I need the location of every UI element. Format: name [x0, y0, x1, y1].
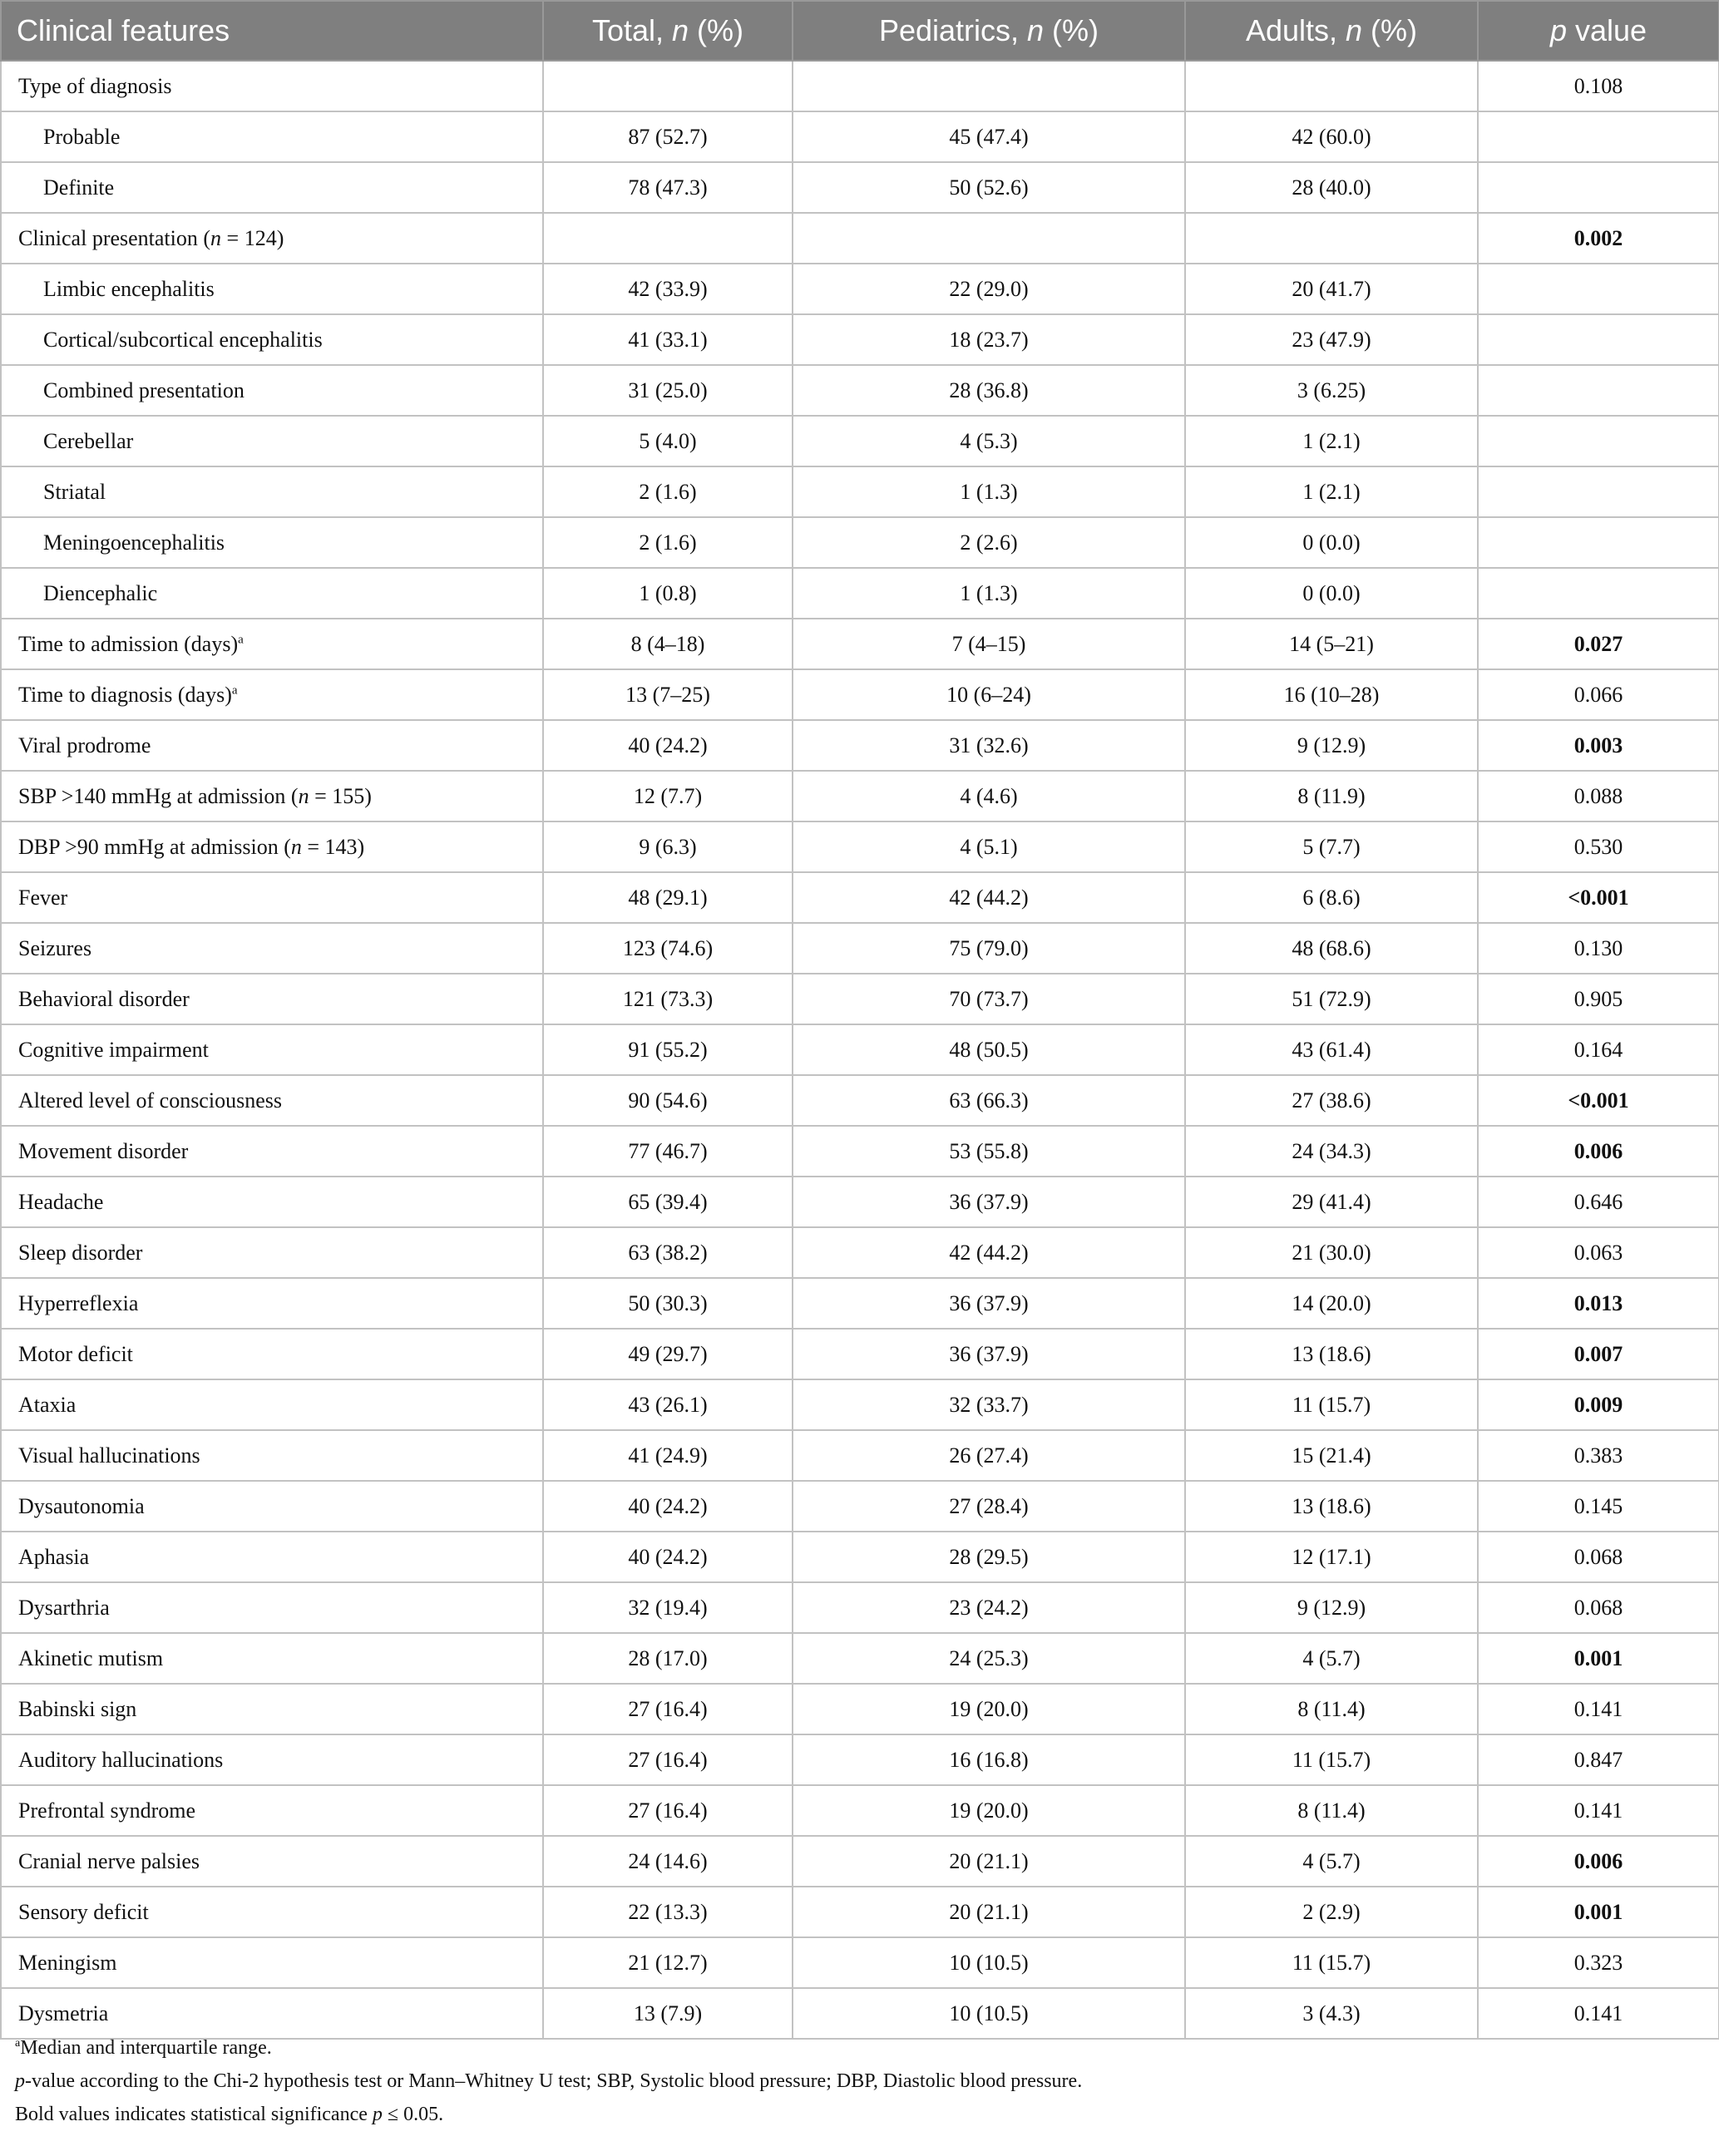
row-label: Sensory deficit — [1, 1887, 543, 1937]
cell-p-value: 0.383 — [1478, 1430, 1719, 1481]
cell-pediatrics — [793, 213, 1185, 264]
cell-adults: 21 (30.0) — [1185, 1227, 1478, 1278]
cell-total: 41 (33.1) — [543, 314, 793, 365]
cell-p-value: 0.001 — [1478, 1633, 1719, 1684]
cell-p-value: 0.068 — [1478, 1582, 1719, 1633]
cell-adults: 28 (40.0) — [1185, 162, 1478, 213]
table-row — [1, 1937, 1719, 1988]
row-label: Probable — [1, 111, 543, 162]
header-row — [1, 1, 1719, 61]
row-label: Prefrontal syndrome — [1, 1785, 543, 1836]
table-row — [1, 872, 1719, 923]
row-label: SBP >140 mmHg at admission (n = 155) — [1, 771, 543, 821]
cell-total: 65 (39.4) — [543, 1177, 793, 1227]
footnote-p-value: p-value according to the Chi-2 hypothesis test or Mann–Whitney U test; SBP, Systolic blood pressure; DBP, Diastolic blood pressure. — [15, 2070, 1083, 2092]
cell-total: 32 (19.4) — [543, 1582, 793, 1633]
cell-pediatrics: 10 (10.5) — [793, 1937, 1185, 1988]
row-label: Time to diagnosis (days)$^a$ — [1, 669, 543, 720]
cell-total: 31 (25.0) — [543, 365, 793, 416]
cell-p-value: 0.066 — [1478, 669, 1719, 720]
table-row — [1, 923, 1719, 974]
cell-pediatrics: 4 (4.6) — [793, 771, 1185, 821]
cell-p-value: 0.003 — [1478, 720, 1719, 771]
header-p-value: p value — [1478, 1, 1719, 61]
cell-p-value: 0.013 — [1478, 1278, 1719, 1329]
cell-pediatrics — [793, 61, 1185, 111]
cell-adults: 13 (18.6) — [1185, 1481, 1478, 1532]
cell-adults: 9 (12.9) — [1185, 1582, 1478, 1633]
cell-p-value — [1478, 365, 1719, 416]
row-label: Meningoencephalitis — [1, 517, 543, 568]
cell-p-value: 0.006 — [1478, 1126, 1719, 1177]
cell-total: 123 (74.6) — [543, 923, 793, 974]
cell-p-value: 0.130 — [1478, 923, 1719, 974]
row-label: Cranial nerve palsies — [1, 1836, 543, 1887]
cell-total: 50 (30.3) — [543, 1278, 793, 1329]
table-header — [1, 1, 1719, 61]
cell-total: 87 (52.7) — [543, 111, 793, 162]
cell-total: 8 (4–18) — [543, 619, 793, 669]
cell-adults: 1 (2.1) — [1185, 466, 1478, 517]
cell-pediatrics: 63 (66.3) — [793, 1075, 1185, 1126]
cell-pediatrics: 32 (33.7) — [793, 1379, 1185, 1430]
cell-p-value: 0.002 — [1478, 213, 1719, 264]
cell-pediatrics: 20 (21.1) — [793, 1836, 1185, 1887]
table-row — [1, 1633, 1719, 1684]
cell-adults: 14 (20.0) — [1185, 1278, 1478, 1329]
header-adults: Adults, n (%) — [1185, 1, 1478, 61]
cell-p-value — [1478, 568, 1719, 619]
row-label: Cognitive impairment — [1, 1024, 543, 1075]
row-label: Movement disorder — [1, 1126, 543, 1177]
cell-total: 121 (73.3) — [543, 974, 793, 1024]
cell-total: 63 (38.2) — [543, 1227, 793, 1278]
cell-total: 43 (26.1) — [543, 1379, 793, 1430]
cell-p-value — [1478, 264, 1719, 314]
cell-total: 48 (29.1) — [543, 872, 793, 923]
row-label: Clinical presentation (n = 124) — [1, 213, 543, 264]
cell-pediatrics: 42 (44.2) — [793, 1227, 1185, 1278]
table-row — [1, 1582, 1719, 1633]
table-row — [1, 1734, 1719, 1785]
cell-total — [543, 61, 793, 111]
cell-total: 13 (7.9) — [543, 1988, 793, 2039]
cell-p-value: 0.088 — [1478, 771, 1719, 821]
table-row — [1, 1329, 1719, 1379]
table-row — [1, 1684, 1719, 1734]
cell-pediatrics: 36 (37.9) — [793, 1278, 1185, 1329]
cell-adults: 4 (5.7) — [1185, 1633, 1478, 1684]
cell-adults: 9 (12.9) — [1185, 720, 1478, 771]
cell-total: 49 (29.7) — [543, 1329, 793, 1379]
cell-adults: 0 (0.0) — [1185, 517, 1478, 568]
cell-pediatrics: 19 (20.0) — [793, 1785, 1185, 1836]
cell-p-value: 0.108 — [1478, 61, 1719, 111]
row-label: Definite — [1, 162, 543, 213]
cell-adults — [1185, 213, 1478, 264]
table-row — [1, 517, 1719, 568]
cell-pediatrics: 20 (21.1) — [793, 1887, 1185, 1937]
cell-p-value: 0.905 — [1478, 974, 1719, 1024]
cell-pediatrics: 53 (55.8) — [793, 1126, 1185, 1177]
table-row — [1, 111, 1719, 162]
cell-adults: 15 (21.4) — [1185, 1430, 1478, 1481]
cell-total: 78 (47.3) — [543, 162, 793, 213]
table-row — [1, 213, 1719, 264]
table-row — [1, 1379, 1719, 1430]
cell-p-value: 0.009 — [1478, 1379, 1719, 1430]
table-row — [1, 1227, 1719, 1278]
cell-pediatrics: 10 (6–24) — [793, 669, 1185, 720]
row-label: Hyperreflexia — [1, 1278, 543, 1329]
table-row — [1, 1126, 1719, 1177]
cell-adults: 20 (41.7) — [1185, 264, 1478, 314]
cell-pediatrics: 7 (4–15) — [793, 619, 1185, 669]
cell-pediatrics: 27 (28.4) — [793, 1481, 1185, 1532]
cell-adults: 16 (10–28) — [1185, 669, 1478, 720]
cell-p-value: 0.145 — [1478, 1481, 1719, 1532]
cell-pediatrics: 50 (52.6) — [793, 162, 1185, 213]
cell-pediatrics: 19 (20.0) — [793, 1684, 1185, 1734]
row-label: Type of diagnosis — [1, 61, 543, 111]
row-label: Cortical/subcortical encephalitis — [1, 314, 543, 365]
cell-adults: 24 (34.3) — [1185, 1126, 1478, 1177]
cell-pediatrics: 4 (5.1) — [793, 821, 1185, 872]
cell-total: 27 (16.4) — [543, 1785, 793, 1836]
cell-p-value: <0.001 — [1478, 1075, 1719, 1126]
cell-adults: 6 (8.6) — [1185, 872, 1478, 923]
table-footnotes — [15, 2031, 1703, 2131]
cell-p-value — [1478, 416, 1719, 466]
table-row — [1, 1481, 1719, 1532]
cell-p-value — [1478, 162, 1719, 213]
table-row — [1, 1024, 1719, 1075]
cell-pediatrics: 45 (47.4) — [793, 111, 1185, 162]
cell-p-value: 0.006 — [1478, 1836, 1719, 1887]
cell-p-value: 0.141 — [1478, 1785, 1719, 1836]
table-row — [1, 771, 1719, 821]
cell-pediatrics: 1 (1.3) — [793, 466, 1185, 517]
cell-pediatrics: 22 (29.0) — [793, 264, 1185, 314]
cell-adults: 4 (5.7) — [1185, 1836, 1478, 1887]
row-label: Visual hallucinations — [1, 1430, 543, 1481]
cell-pediatrics: 75 (79.0) — [793, 923, 1185, 974]
cell-adults: 42 (60.0) — [1185, 111, 1478, 162]
cell-total: 13 (7–25) — [543, 669, 793, 720]
cell-pediatrics: 42 (44.2) — [793, 872, 1185, 923]
table-row — [1, 61, 1719, 111]
cell-total: 40 (24.2) — [543, 720, 793, 771]
cell-adults: 11 (15.7) — [1185, 1379, 1478, 1430]
cell-total: 24 (14.6) — [543, 1836, 793, 1887]
cell-p-value: 0.068 — [1478, 1532, 1719, 1582]
row-label: Babinski sign — [1, 1684, 543, 1734]
cell-total: 2 (1.6) — [543, 466, 793, 517]
row-label: Striatal — [1, 466, 543, 517]
cell-adults: 29 (41.4) — [1185, 1177, 1478, 1227]
cell-adults: 8 (11.4) — [1185, 1785, 1478, 1836]
cell-p-value — [1478, 466, 1719, 517]
cell-total — [543, 213, 793, 264]
cell-total: 40 (24.2) — [543, 1532, 793, 1582]
cell-p-value: 0.027 — [1478, 619, 1719, 669]
table-row — [1, 1430, 1719, 1481]
row-label: Ataxia — [1, 1379, 543, 1430]
cell-total: 12 (7.7) — [543, 771, 793, 821]
cell-p-value: 0.646 — [1478, 1177, 1719, 1227]
cell-pediatrics: 18 (23.7) — [793, 314, 1185, 365]
cell-pediatrics: 28 (29.5) — [793, 1532, 1185, 1582]
cell-adults: 13 (18.6) — [1185, 1329, 1478, 1379]
cell-total: 22 (13.3) — [543, 1887, 793, 1937]
row-label: Akinetic mutism — [1, 1633, 543, 1684]
footnote-a: $^a$Median and interquartile range. — [15, 2037, 272, 2059]
cell-p-value: 0.530 — [1478, 821, 1719, 872]
cell-adults: 8 (11.4) — [1185, 1684, 1478, 1734]
table-row — [1, 1532, 1719, 1582]
header-pediatrics: Pediatrics, n (%) — [793, 1, 1185, 61]
table-row — [1, 619, 1719, 669]
table-row — [1, 821, 1719, 872]
cell-p-value — [1478, 517, 1719, 568]
row-label: Dysarthria — [1, 1582, 543, 1633]
table-row — [1, 314, 1719, 365]
cell-total: 21 (12.7) — [543, 1937, 793, 1988]
table-row — [1, 1075, 1719, 1126]
table-row — [1, 416, 1719, 466]
cell-pediatrics: 16 (16.8) — [793, 1734, 1185, 1785]
header-clinical-features: Clinical features — [1, 1, 543, 61]
cell-pediatrics: 70 (73.7) — [793, 974, 1185, 1024]
cell-pediatrics: 26 (27.4) — [793, 1430, 1185, 1481]
cell-adults: 5 (7.7) — [1185, 821, 1478, 872]
cell-adults: 2 (2.9) — [1185, 1887, 1478, 1937]
table-row — [1, 264, 1719, 314]
cell-p-value: 0.164 — [1478, 1024, 1719, 1075]
cell-adults: 51 (72.9) — [1185, 974, 1478, 1024]
cell-total: 5 (4.0) — [543, 416, 793, 466]
row-label: Viral prodrome — [1, 720, 543, 771]
cell-pediatrics: 36 (37.9) — [793, 1177, 1185, 1227]
cell-p-value: 0.141 — [1478, 1684, 1719, 1734]
cell-pediatrics: 4 (5.3) — [793, 416, 1185, 466]
row-label: Headache — [1, 1177, 543, 1227]
cell-total: 41 (24.9) — [543, 1430, 793, 1481]
table-body — [1, 61, 1719, 2039]
row-label: Auditory hallucinations — [1, 1734, 543, 1785]
cell-total: 1 (0.8) — [543, 568, 793, 619]
row-label: Diencephalic — [1, 568, 543, 619]
cell-adults: 14 (5–21) — [1185, 619, 1478, 669]
cell-pediatrics: 28 (36.8) — [793, 365, 1185, 416]
cell-adults: 8 (11.9) — [1185, 771, 1478, 821]
row-label: Aphasia — [1, 1532, 543, 1582]
cell-adults: 3 (4.3) — [1185, 1988, 1478, 2039]
cell-pediatrics: 2 (2.6) — [793, 517, 1185, 568]
row-label: Dysmetria — [1, 1988, 543, 2039]
cell-p-value — [1478, 314, 1719, 365]
cell-p-value: 0.001 — [1478, 1887, 1719, 1937]
table-row — [1, 466, 1719, 517]
cell-adults: 12 (17.1) — [1185, 1532, 1478, 1582]
cell-adults: 11 (15.7) — [1185, 1937, 1478, 1988]
table-row — [1, 365, 1719, 416]
row-label: Seizures — [1, 923, 543, 974]
cell-pediatrics: 10 (10.5) — [793, 1988, 1185, 2039]
cell-total: 77 (46.7) — [543, 1126, 793, 1177]
row-label: Cerebellar — [1, 416, 543, 466]
cell-adults: 43 (61.4) — [1185, 1024, 1478, 1075]
cell-total: 40 (24.2) — [543, 1481, 793, 1532]
cell-total: 28 (17.0) — [543, 1633, 793, 1684]
cell-total: 2 (1.6) — [543, 517, 793, 568]
table-row — [1, 162, 1719, 213]
cell-adults: 23 (47.9) — [1185, 314, 1478, 365]
cell-adults: 3 (6.25) — [1185, 365, 1478, 416]
cell-adults: 1 (2.1) — [1185, 416, 1478, 466]
cell-total: 90 (54.6) — [543, 1075, 793, 1126]
row-label: Fever — [1, 872, 543, 923]
cell-pediatrics: 1 (1.3) — [793, 568, 1185, 619]
row-label: Behavioral disorder — [1, 974, 543, 1024]
row-label: Combined presentation — [1, 365, 543, 416]
cell-total: 91 (55.2) — [543, 1024, 793, 1075]
cell-p-value: 0.063 — [1478, 1227, 1719, 1278]
cell-pediatrics: 36 (37.9) — [793, 1329, 1185, 1379]
cell-adults: 0 (0.0) — [1185, 568, 1478, 619]
row-label: Time to admission (days)$^a$ — [1, 619, 543, 669]
cell-total: 27 (16.4) — [543, 1734, 793, 1785]
table-row — [1, 720, 1719, 771]
table-row — [1, 568, 1719, 619]
table-row — [1, 1836, 1719, 1887]
cell-p-value: 0.323 — [1478, 1937, 1719, 1988]
cell-total: 42 (33.9) — [543, 264, 793, 314]
cell-pediatrics: 31 (32.6) — [793, 720, 1185, 771]
cell-adults: 48 (68.6) — [1185, 923, 1478, 974]
cell-p-value: 0.007 — [1478, 1329, 1719, 1379]
cell-total: 27 (16.4) — [543, 1684, 793, 1734]
cell-pediatrics: 23 (24.2) — [793, 1582, 1185, 1633]
cell-p-value: 0.141 — [1478, 1988, 1719, 2039]
table-row — [1, 1887, 1719, 1937]
table-row — [1, 1177, 1719, 1227]
cell-adults — [1185, 61, 1478, 111]
table-row — [1, 1785, 1719, 1836]
table-row — [1, 974, 1719, 1024]
cell-p-value: <0.001 — [1478, 872, 1719, 923]
row-label: Motor deficit — [1, 1329, 543, 1379]
row-label: Limbic encephalitis — [1, 264, 543, 314]
footnote-bold: Bold values indicates statistical significance p ≤ 0.05. — [15, 2104, 444, 2125]
table-row — [1, 669, 1719, 720]
table-row — [1, 1278, 1719, 1329]
cell-adults: 11 (15.7) — [1185, 1734, 1478, 1785]
cell-pediatrics: 24 (25.3) — [793, 1633, 1185, 1684]
header-total: Total, n (%) — [543, 1, 793, 61]
row-label: Meningism — [1, 1937, 543, 1988]
cell-total: 9 (6.3) — [543, 821, 793, 872]
row-label: Sleep disorder — [1, 1227, 543, 1278]
cell-p-value: 0.847 — [1478, 1734, 1719, 1785]
cell-pediatrics: 48 (50.5) — [793, 1024, 1185, 1075]
row-label: Altered level of consciousness — [1, 1075, 543, 1126]
cell-adults: 27 (38.6) — [1185, 1075, 1478, 1126]
row-label: Dysautonomia — [1, 1481, 543, 1532]
cell-p-value — [1478, 111, 1719, 162]
row-label: DBP >90 mmHg at admission (n = 143) — [1, 821, 543, 872]
